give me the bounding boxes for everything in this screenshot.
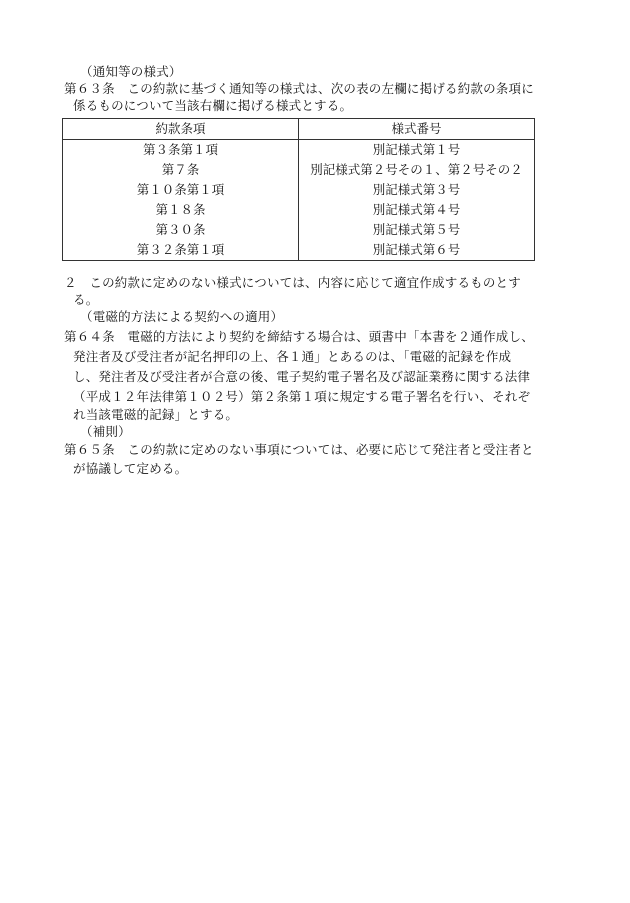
table-cell-clause: 第３０条 — [63, 220, 299, 240]
table-row — [63, 220, 535, 240]
table-cell-form-number: 別記様式第１号 — [299, 140, 535, 161]
article-63-paragraph-2-line-2: る。 — [73, 292, 99, 307]
table-row — [63, 140, 535, 161]
table-cell-clause: 第１８条 — [63, 200, 299, 220]
table-cell-form-number: 別記様式第３号 — [299, 180, 535, 200]
table-cell-clause: 第１０条第１項 — [63, 180, 299, 200]
table-cell-clause: 第７条 — [63, 160, 299, 180]
article-63-heading: （通知等の様式） — [80, 64, 182, 79]
article-64-text-line-3: し、発注者及び受注者が合意の後、電子契約電子署名及び認証業務に関する法律 — [73, 369, 531, 384]
article-64-text-line-4: （平成１２年法律第１０２号）第２条第１項に規定する電子署名を行い、それぞ — [73, 389, 531, 404]
table-cell-form-number: 別記様式第５号 — [299, 220, 535, 240]
article-65-text-line-1: 第６５条 この約款に定めのない事項については、必要に応じて発注者と受注者と — [64, 442, 534, 457]
table-row — [63, 160, 535, 180]
table-row — [63, 180, 535, 200]
table-cell-clause: 第３条第１項 — [63, 140, 299, 161]
column-header-form-number: 様式番号 — [299, 119, 535, 140]
table-cell-form-number: 別記様式第６号 — [299, 240, 535, 261]
article-63-paragraph-2-line-1: ２ この約款に定めのない様式については、内容に応じて適宜作成するものとす — [64, 275, 521, 290]
article-64-text-line-5: れ当該電磁的記録」とする。 — [73, 407, 239, 422]
article-65-text-line-2: が協議して定める。 — [73, 461, 188, 476]
table-header-row — [63, 119, 535, 140]
table-cell-form-number: 別記様式第２号その１、第２号その２ — [299, 160, 535, 180]
article-65-heading: （補則） — [80, 424, 131, 439]
article-63-text-line-1: 第６３条 この約款に基づく通知等の様式は、次の表の左欄に掲げる約款の条項に — [64, 81, 534, 96]
table-row — [63, 240, 535, 261]
article-64-text-line-1: 第６４条 電磁的方法により契約を締結する場合は、頭書中「本書を２通作成し、 — [64, 329, 534, 344]
table-row — [63, 200, 535, 220]
table-cell-form-number: 別記様式第４号 — [299, 200, 535, 220]
article-64-text-line-2: 発注者及び受注者が記名押印の上、各１通」とあるのは、「電磁的記録を作成 — [73, 349, 512, 364]
article-64-heading: （電磁的方法による契約への適用） — [80, 309, 284, 324]
column-header-clause: 約款条項 — [63, 119, 299, 140]
table-cell-clause: 第３２条第１項 — [63, 240, 299, 261]
form-mapping-table — [62, 118, 535, 261]
article-63-text-line-2: 係るものについて当該右欄に掲げる様式とする。 — [73, 98, 353, 113]
